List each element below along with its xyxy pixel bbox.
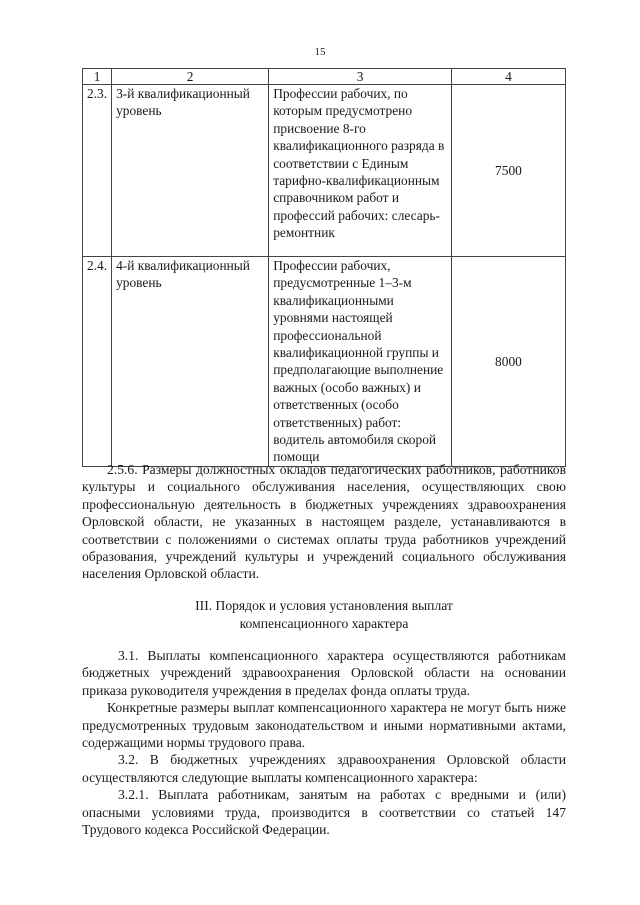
paragraph-3-2-1: 3.2.1. Выплата работникам, занятым на работах с вредными и (или) опасными условиями труда, производится в соответствии со статьей 147 Трудового кодекса Российской Федерации. [82,787,566,838]
salary-table [82,68,566,467]
section-3-body [82,647,566,838]
section-heading-line-2: компенсационного характера [239,616,409,631]
paragraph-3-1: 3.1. Выплаты компенсационного характера осуществляются работникам бюджетных учреждений здравоохранения Орловской области на основании приказа руководителя учреждения в пределах фонда оплаты труда. [82,648,566,698]
table-header-cell: 2 [112,69,269,85]
profession-description: Профессии рабочих, предусмотренные 1–3-м квалификационными уровнями настоящей профессиональной квалификационной группы и предполагающие выполнение важных (особо важных) и ответственных (особо ответственных) работ: водитель автомобиля скорой помощи [269,257,452,467]
row-number: 2.4. [83,257,112,467]
table-row [83,257,566,467]
section-heading [82,597,566,633]
paragraph-3-2: 3.2. В бюджетных учреждениях здравоохранения Орловской области осуществляются следующие выплаты компенсационного характера: [82,752,566,785]
paragraph-3-1-continued: Конкретные размеры выплат компенсационного характера не могут быть ниже предусмотренных трудовым законодательством и иными нормативными актами, содержащими нормы трудового права. [82,700,566,751]
salary-amount: 7500 [451,85,565,257]
row-number: 2.3. [83,85,112,257]
table-row [83,85,566,257]
qualification-level: 4-й квалификационный уровень [112,257,269,467]
table-header-row [83,69,566,85]
salary-amount: 8000 [451,257,565,467]
section-heading-line-1: III. Порядок и условия установления выплат [195,598,453,613]
paragraph-2-5-6: 2.5.6. Размеры должностных окладов педагогических работников, работников культуры и социального обслуживания населения, осуществляющих свою профессиональную деятельность в бюджетных учреждениях здравоохранения Орловской области, не указанных в настоящем разделе, устанавливаются в соответствии с положениями о системах оплаты труда работников учреждений образования, учреждений культуры и учреждений социального обслуживания населения Орловской области. [82,462,566,582]
page-number: 15 [314,46,326,58]
qualification-level: 3-й квалификационный уровень [112,85,269,257]
table-header-cell: 4 [451,69,565,85]
paragraph-2-5-6-block [82,461,566,583]
table-header-cell: 1 [83,69,112,85]
profession-description: Профессии рабочих, по которым предусмотрено присвоение 8-го квалификационного разряда в соответствии с Единым тарифно-квалификационным справочником работ и профессий рабочих: слесарь-ремонтник [269,85,452,257]
table-header-cell: 3 [269,69,452,85]
